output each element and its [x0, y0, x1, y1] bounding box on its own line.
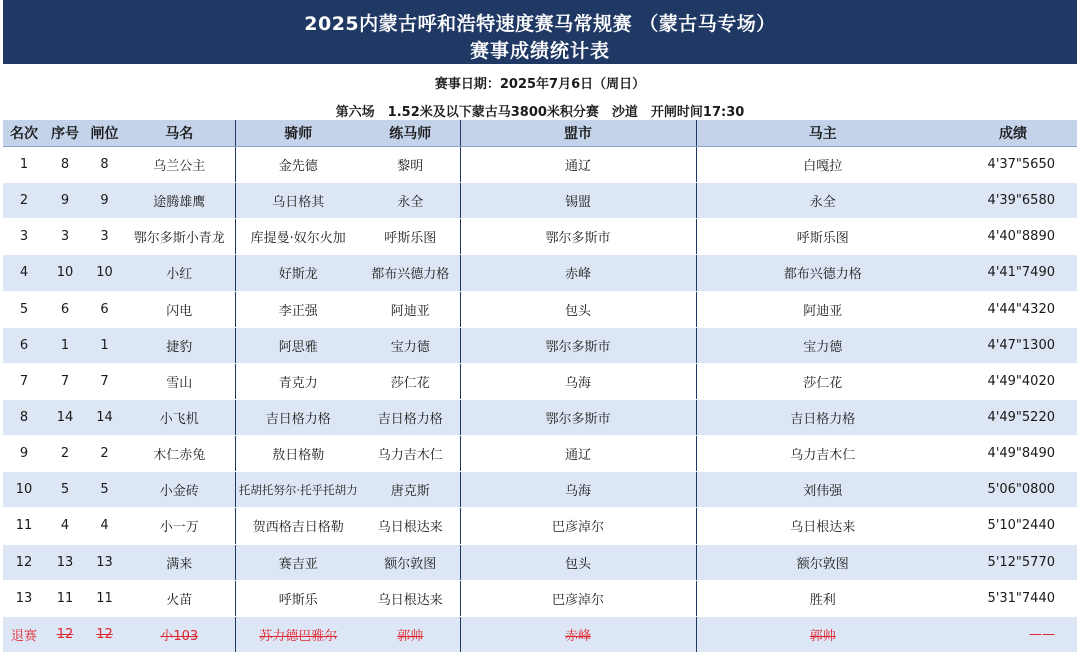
cell-owner: 刘伟强 [696, 472, 949, 508]
cell-gate: 7 [85, 363, 124, 399]
cell-rank: 3 [3, 219, 45, 255]
cell-rank: 12 [3, 544, 45, 580]
cell-jockey: 阿思雅 [235, 327, 361, 363]
cell-trainer: 郭帅 [361, 616, 460, 652]
cell-gate: 1 [85, 327, 124, 363]
cell-time: 5'06"0800 [949, 472, 1077, 508]
cell-number: 1 [45, 327, 85, 363]
cell-number: 11 [45, 580, 85, 616]
cell-rank: 9 [3, 436, 45, 472]
cell-jockey: 吉日格力格 [235, 399, 361, 435]
cell-horse: 闪电 [124, 291, 235, 327]
table-row [3, 291, 1077, 327]
cell-horse: 乌兰公主 [124, 147, 235, 183]
cell-horse: 木仁赤兔 [124, 436, 235, 472]
cell-horse: 小103 [124, 616, 235, 652]
table-row [3, 183, 1077, 219]
cell-rank: 8 [3, 399, 45, 435]
cell-time: 4'44"4320 [949, 291, 1077, 327]
cell-jockey: 敖日格勒 [235, 436, 361, 472]
cell-time: —— [949, 616, 1077, 652]
col-number: 序号 [45, 120, 85, 147]
cell-gate: 2 [85, 436, 124, 472]
cell-owner: 胜利 [696, 580, 949, 616]
cell-horse: 火苗 [124, 580, 235, 616]
cell-time: 4'49"5220 [949, 399, 1077, 435]
cell-horse: 小一万 [124, 508, 235, 544]
cell-league: 通辽 [460, 147, 696, 183]
cell-owner: 都布兴德力格 [696, 255, 949, 291]
cell-league: 包头 [460, 544, 696, 580]
title-banner [3, 0, 1077, 64]
cell-number: 13 [45, 544, 85, 580]
cell-owner: 宝力德 [696, 327, 949, 363]
cell-rank: 13 [3, 580, 45, 616]
cell-league: 锡盟 [460, 183, 696, 219]
cell-jockey: 金先德 [235, 147, 361, 183]
cell-trainer: 宝力德 [361, 327, 460, 363]
cell-horse: 雪山 [124, 363, 235, 399]
cell-owner: 额尔敦图 [696, 544, 949, 580]
table-row [3, 255, 1077, 291]
cell-trainer: 莎仁花 [361, 363, 460, 399]
cell-trainer: 乌日根达来 [361, 580, 460, 616]
cell-trainer: 乌力吉木仁 [361, 436, 460, 472]
cell-trainer: 都布兴德力格 [361, 255, 460, 291]
cell-rank: 5 [3, 291, 45, 327]
cell-number: 2 [45, 436, 85, 472]
table-row [3, 472, 1077, 508]
race-date: 赛事日期：2025年7月6日（周日） [434, 77, 646, 92]
table-row [3, 363, 1077, 399]
cell-number: 8 [45, 147, 85, 183]
cell-rank: 11 [3, 508, 45, 544]
table-row [3, 399, 1077, 435]
cell-gate: 10 [85, 255, 124, 291]
cell-number: 7 [45, 363, 85, 399]
cell-owner: 乌日根达来 [696, 508, 949, 544]
cell-owner: 永全 [696, 183, 949, 219]
cell-number: 5 [45, 472, 85, 508]
col-jockey: 骑师 [235, 120, 361, 147]
cell-owner: 呼斯乐图 [696, 219, 949, 255]
cell-number: 3 [45, 219, 85, 255]
cell-league: 通辽 [460, 436, 696, 472]
cell-league: 巴彦淖尔 [460, 580, 696, 616]
cell-trainer: 黎明 [361, 147, 460, 183]
race-info: 第六场 1.52米及以下蒙古马3800米积分赛 沙道 开闸时间17:30 [335, 105, 745, 120]
cell-trainer: 乌日根达来 [361, 508, 460, 544]
cell-number: 6 [45, 291, 85, 327]
cell-rank: 10 [3, 472, 45, 508]
cell-jockey: 苏力德巴雅尔 [235, 616, 361, 652]
cell-rank: 1 [3, 147, 45, 183]
table-row [3, 508, 1077, 544]
cell-league: 鄂尔多斯市 [460, 327, 696, 363]
cell-gate: 6 [85, 291, 124, 327]
cell-jockey: 托胡托努尔·托乎托胡力 [235, 472, 361, 508]
cell-rank: 6 [3, 327, 45, 363]
cell-number: 12 [45, 616, 85, 652]
cell-rank: 2 [3, 183, 45, 219]
col-gate: 闸位 [85, 120, 124, 147]
cell-owner: 莎仁花 [696, 363, 949, 399]
cell-trainer: 阿迪亚 [361, 291, 460, 327]
title-line-2: 赛事成绩统计表 [469, 40, 610, 62]
cell-trainer: 永全 [361, 183, 460, 219]
cell-time: 4'49"8490 [949, 436, 1077, 472]
cell-time: 4'47"1300 [949, 327, 1077, 363]
header-row [3, 120, 1077, 147]
table-row [3, 147, 1077, 183]
cell-league: 赤峰 [460, 255, 696, 291]
results-body [3, 147, 1077, 653]
cell-jockey: 贺西格吉日格勒 [235, 508, 361, 544]
cell-jockey: 李正强 [235, 291, 361, 327]
cell-time: 4'40"8890 [949, 219, 1077, 255]
col-rank: 名次 [3, 120, 45, 147]
cell-trainer: 呼斯乐图 [361, 219, 460, 255]
cell-rank: 退赛 [3, 616, 45, 652]
cell-gate: 12 [85, 616, 124, 652]
col-horse: 马名 [124, 120, 235, 147]
table-row [3, 544, 1077, 580]
cell-time: 4'41"7490 [949, 255, 1077, 291]
table-row [3, 436, 1077, 472]
col-owner: 马主 [696, 120, 949, 147]
cell-jockey: 赛吉亚 [235, 544, 361, 580]
cell-league: 巴彦淖尔 [460, 508, 696, 544]
cell-horse: 鄂尔多斯小青龙 [124, 219, 235, 255]
cell-owner: 阿迪亚 [696, 291, 949, 327]
cell-jockey: 青克力 [235, 363, 361, 399]
results-table [3, 120, 1077, 653]
cell-gate: 8 [85, 147, 124, 183]
cell-owner: 吉日格力格 [696, 399, 949, 435]
cell-time: 5'10"2440 [949, 508, 1077, 544]
cell-time: 4'37"5650 [949, 147, 1077, 183]
cell-time: 4'49"4020 [949, 363, 1077, 399]
col-trainer: 练马师 [361, 120, 460, 147]
cell-league: 鄂尔多斯市 [460, 399, 696, 435]
cell-owner: 郭帅 [696, 616, 949, 652]
cell-gate: 9 [85, 183, 124, 219]
cell-trainer: 吉日格力格 [361, 399, 460, 435]
cell-owner: 乌力吉木仁 [696, 436, 949, 472]
cell-jockey: 好斯龙 [235, 255, 361, 291]
cell-gate: 13 [85, 544, 124, 580]
cell-time: 5'31"7440 [949, 580, 1077, 616]
title-line-1: 2025内蒙古呼和浩特速度赛马常规赛 （蒙古马专场） [304, 13, 776, 35]
table-row [3, 219, 1077, 255]
cell-gate: 5 [85, 472, 124, 508]
cell-gate: 4 [85, 508, 124, 544]
cell-league: 赤峰 [460, 616, 696, 652]
withdrawn-row [3, 616, 1077, 652]
cell-number: 14 [45, 399, 85, 435]
table-row [3, 327, 1077, 363]
col-league: 盟市 [460, 120, 696, 147]
cell-jockey: 库提曼·奴尔火加 [235, 219, 361, 255]
cell-trainer: 唐克斯 [361, 472, 460, 508]
cell-league: 鄂尔多斯市 [460, 219, 696, 255]
cell-owner: 白嘎拉 [696, 147, 949, 183]
cell-horse: 捷豹 [124, 327, 235, 363]
cell-league: 乌海 [460, 363, 696, 399]
col-time: 成绩 [949, 120, 1077, 147]
cell-horse: 小飞机 [124, 399, 235, 435]
cell-gate: 3 [85, 219, 124, 255]
cell-number: 10 [45, 255, 85, 291]
cell-time: 5'12"5770 [949, 544, 1077, 580]
cell-rank: 4 [3, 255, 45, 291]
cell-horse: 小金砖 [124, 472, 235, 508]
cell-gate: 14 [85, 399, 124, 435]
cell-number: 4 [45, 508, 85, 544]
cell-trainer: 额尔敦图 [361, 544, 460, 580]
cell-horse: 途腾雄鹰 [124, 183, 235, 219]
cell-gate: 11 [85, 580, 124, 616]
cell-time: 4'39"6580 [949, 183, 1077, 219]
cell-rank: 7 [3, 363, 45, 399]
cell-horse: 小红 [124, 255, 235, 291]
cell-league: 包头 [460, 291, 696, 327]
cell-jockey: 乌日格其 [235, 183, 361, 219]
table-row [3, 580, 1077, 616]
cell-number: 9 [45, 183, 85, 219]
cell-horse: 满来 [124, 544, 235, 580]
cell-league: 乌海 [460, 472, 696, 508]
cell-jockey: 呼斯乐 [235, 580, 361, 616]
